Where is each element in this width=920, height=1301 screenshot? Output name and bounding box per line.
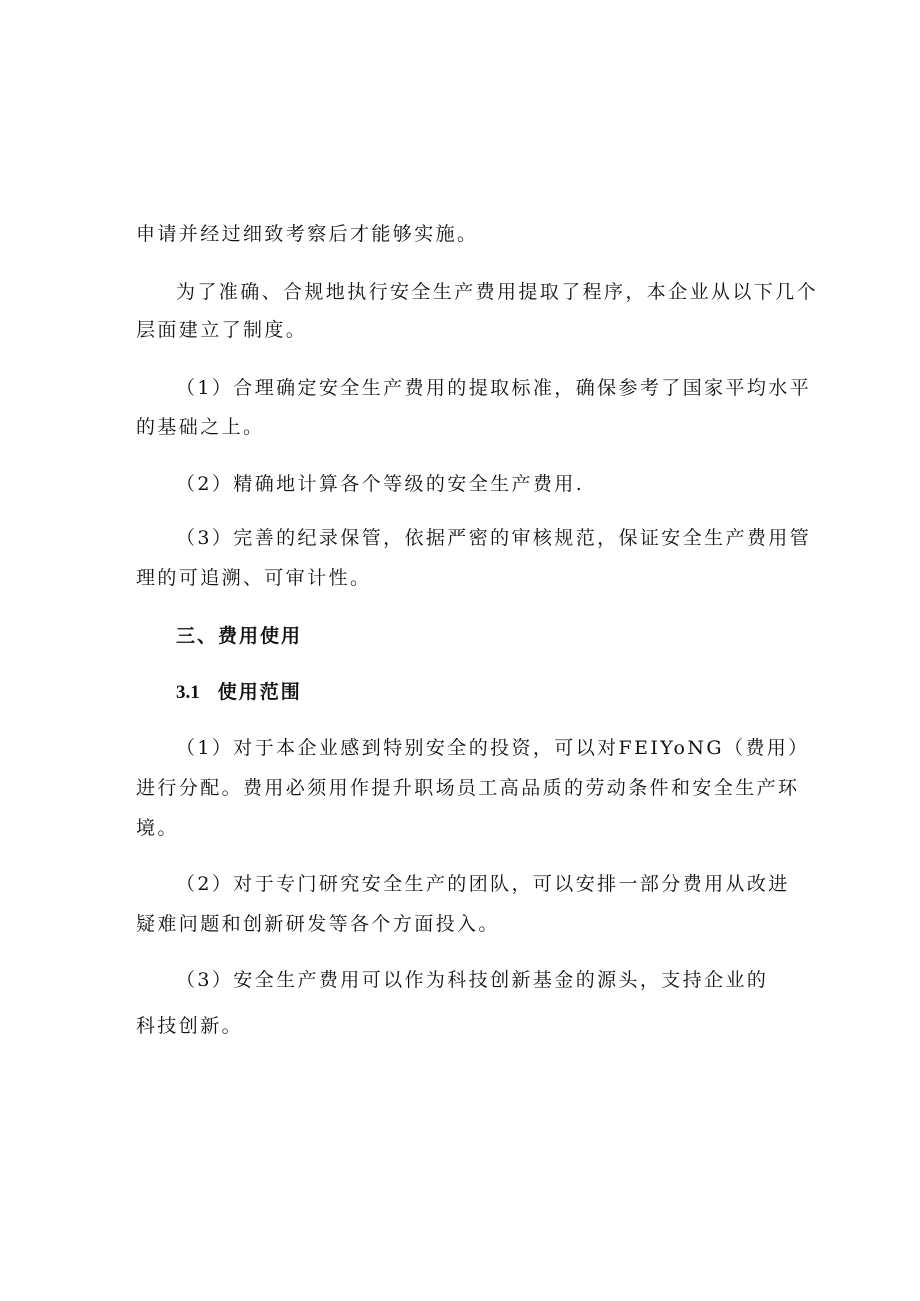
paragraph-line: 为了准确、合规地执行安全生产费用提取了程序，本企业从以下几个 [176,281,819,303]
subsection-heading [176,680,302,705]
subsection-title: 使用范围 [217,681,302,703]
paragraph-line: 申请并经过细致考察后才能够实施。 [136,223,479,245]
paragraph-line: （1）合理确定安全生产费用的提取标准，确保参考了国家平均水平 [176,377,812,399]
paragraph-line: 理的可追溯、可审计性。 [136,567,372,589]
paragraph-line: 的基础之上。 [136,416,265,438]
paragraph-line: 层面建立了制度。 [136,319,308,341]
subsection-number: 3.1 [176,682,200,703]
paragraph-line: （2）精确地计算各个等级的安全生产费用. [176,473,585,495]
section-heading: 三、费用使用 [176,625,303,647]
list-item-line: 境。 [136,817,179,839]
list-item-line: （3）安全生产费用可以作为科技创新基金的源头，支持企业的 [176,969,769,991]
list-item-line: （2）对于专门研究安全生产的团队，可以安排一部分费用从改进 [176,873,790,895]
paragraph-line: （3）完善的纪录保管，依据严密的审核规范，保证安全生产费用管 [176,527,812,549]
list-item-line: 疑难问题和创新研发等各个方面投入。 [136,913,500,935]
list-item-line: 进行分配。费用必须用作提升职场员工高品质的劳动条件和安全生产环 [136,777,800,799]
list-item-line: 科技创新。 [136,1015,244,1037]
list-item-line: （1）对于本企业感到特别安全的投资，可以对FEIYoNG（费用） [176,737,810,759]
